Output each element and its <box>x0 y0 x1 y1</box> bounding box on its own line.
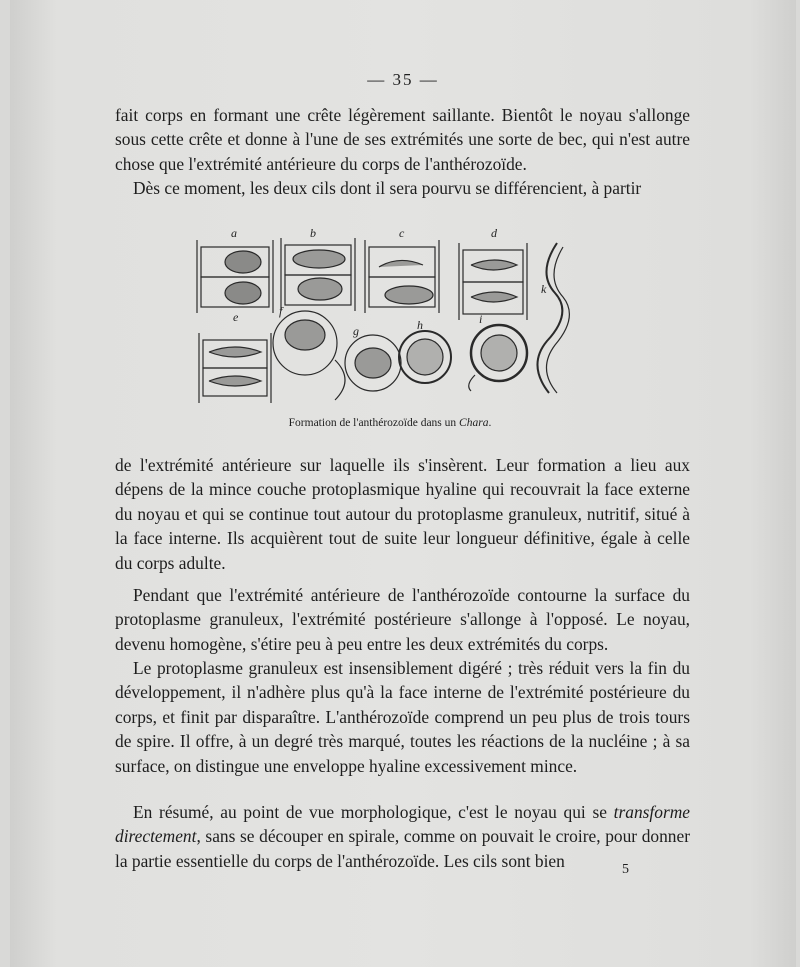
caption-end: . <box>488 417 492 429</box>
figure-panel-d <box>459 243 527 320</box>
figure-panel-f <box>273 311 345 400</box>
figure-panel-c <box>365 240 439 313</box>
figure-label-d: d <box>491 226 497 240</box>
caption-genus: Chara <box>459 417 489 429</box>
paragraph-6-emphasis: transforme directement <box>115 802 690 847</box>
figure-panel-h <box>399 331 451 383</box>
signature-mark: 5 <box>622 862 629 877</box>
figure-label-f: f <box>279 304 283 318</box>
paragraph-6 <box>115 800 690 873</box>
figure-label-a: a <box>231 226 237 240</box>
figure-illustration <box>195 225 585 410</box>
figure-label-k: k <box>541 282 547 296</box>
paragraph-4: Pendant que l'extrémité antérieure de l'anthérozoïde contourne la surface du protoplasme granuleux, l'extrémité postérieure s'allonge à l'opposé. Le noyau, devenu homogène, s'étire peu à peu entre les deux extrémités du corps. <box>115 585 690 654</box>
figure-label-e: e <box>233 310 239 324</box>
paragraph-3: de l'extrémité antérieure sur laquelle ils s'insèrent. Leur formation a lieu aux dépens de la mince couche protoplasmique hyaline qui recouvrait la face externe du noyau et qui se continue tout autour du protoplasme granuleux, nutritif, situé à la face interne. Ils acquièrent tout de suite leur longueur définitive, égale à celle du corps adulte. <box>115 455 690 573</box>
figure-label-c: c <box>399 226 405 240</box>
figure-label-h: h <box>417 318 423 332</box>
figure-panel-i <box>469 325 527 391</box>
figure-panel-a <box>197 240 273 313</box>
figure-antherozoid-formation <box>195 225 585 410</box>
paragraph-6-start: En résumé, au point de vue morphologique, c'est le noyau qui se <box>133 802 614 822</box>
caption-text: Formation de l'anthérozoïde dans un <box>288 417 460 429</box>
paragraph-2: Dès ce moment, les deux cils dont il sera pourvu se différencient, à partir <box>133 178 642 198</box>
paragraph-5: Le protoplasme granuleux est insensiblement digéré ; très réduit vers la fin du développement, il n'adhère plus qu'à la face interne de l'extrémité postérieure du corps, et finit par disparaître. L'anthérozoïde comprend un peu plus de trois tours de spire. Il offre, à un degré très marqué, toutes les réactions de la nucléine ; à sa surface, on distingue une enveloppe hyaline excessivement mince. <box>115 658 690 776</box>
paragraph-6-end: , sans se découper en spirale, comme on pouvait le croire, pour donner la partie essentielle du corps de l'anthérozoïde. Les cils sont bien <box>115 826 690 871</box>
document-page <box>10 0 796 967</box>
figure-panel-g <box>345 335 401 391</box>
page-number: — 35 — <box>367 70 439 89</box>
figure-panel-e <box>199 333 271 403</box>
figure-label-g: g <box>353 324 359 338</box>
figure-label-b: b <box>310 226 316 240</box>
paragraph-1: fait corps en formant une crête légèrement saillante. Bientôt le noyau s'allonge sous cette crête et donne à l'une de ses extrémités une sorte de bec, qui n'est autre chose que l'extrémité antérieure du corps de l'anthérozoïde. <box>115 105 690 174</box>
figure-caption <box>195 417 585 429</box>
figure-panel-b <box>281 238 355 311</box>
figure-label-i: i <box>479 312 483 326</box>
figure-panel-k <box>537 243 569 393</box>
